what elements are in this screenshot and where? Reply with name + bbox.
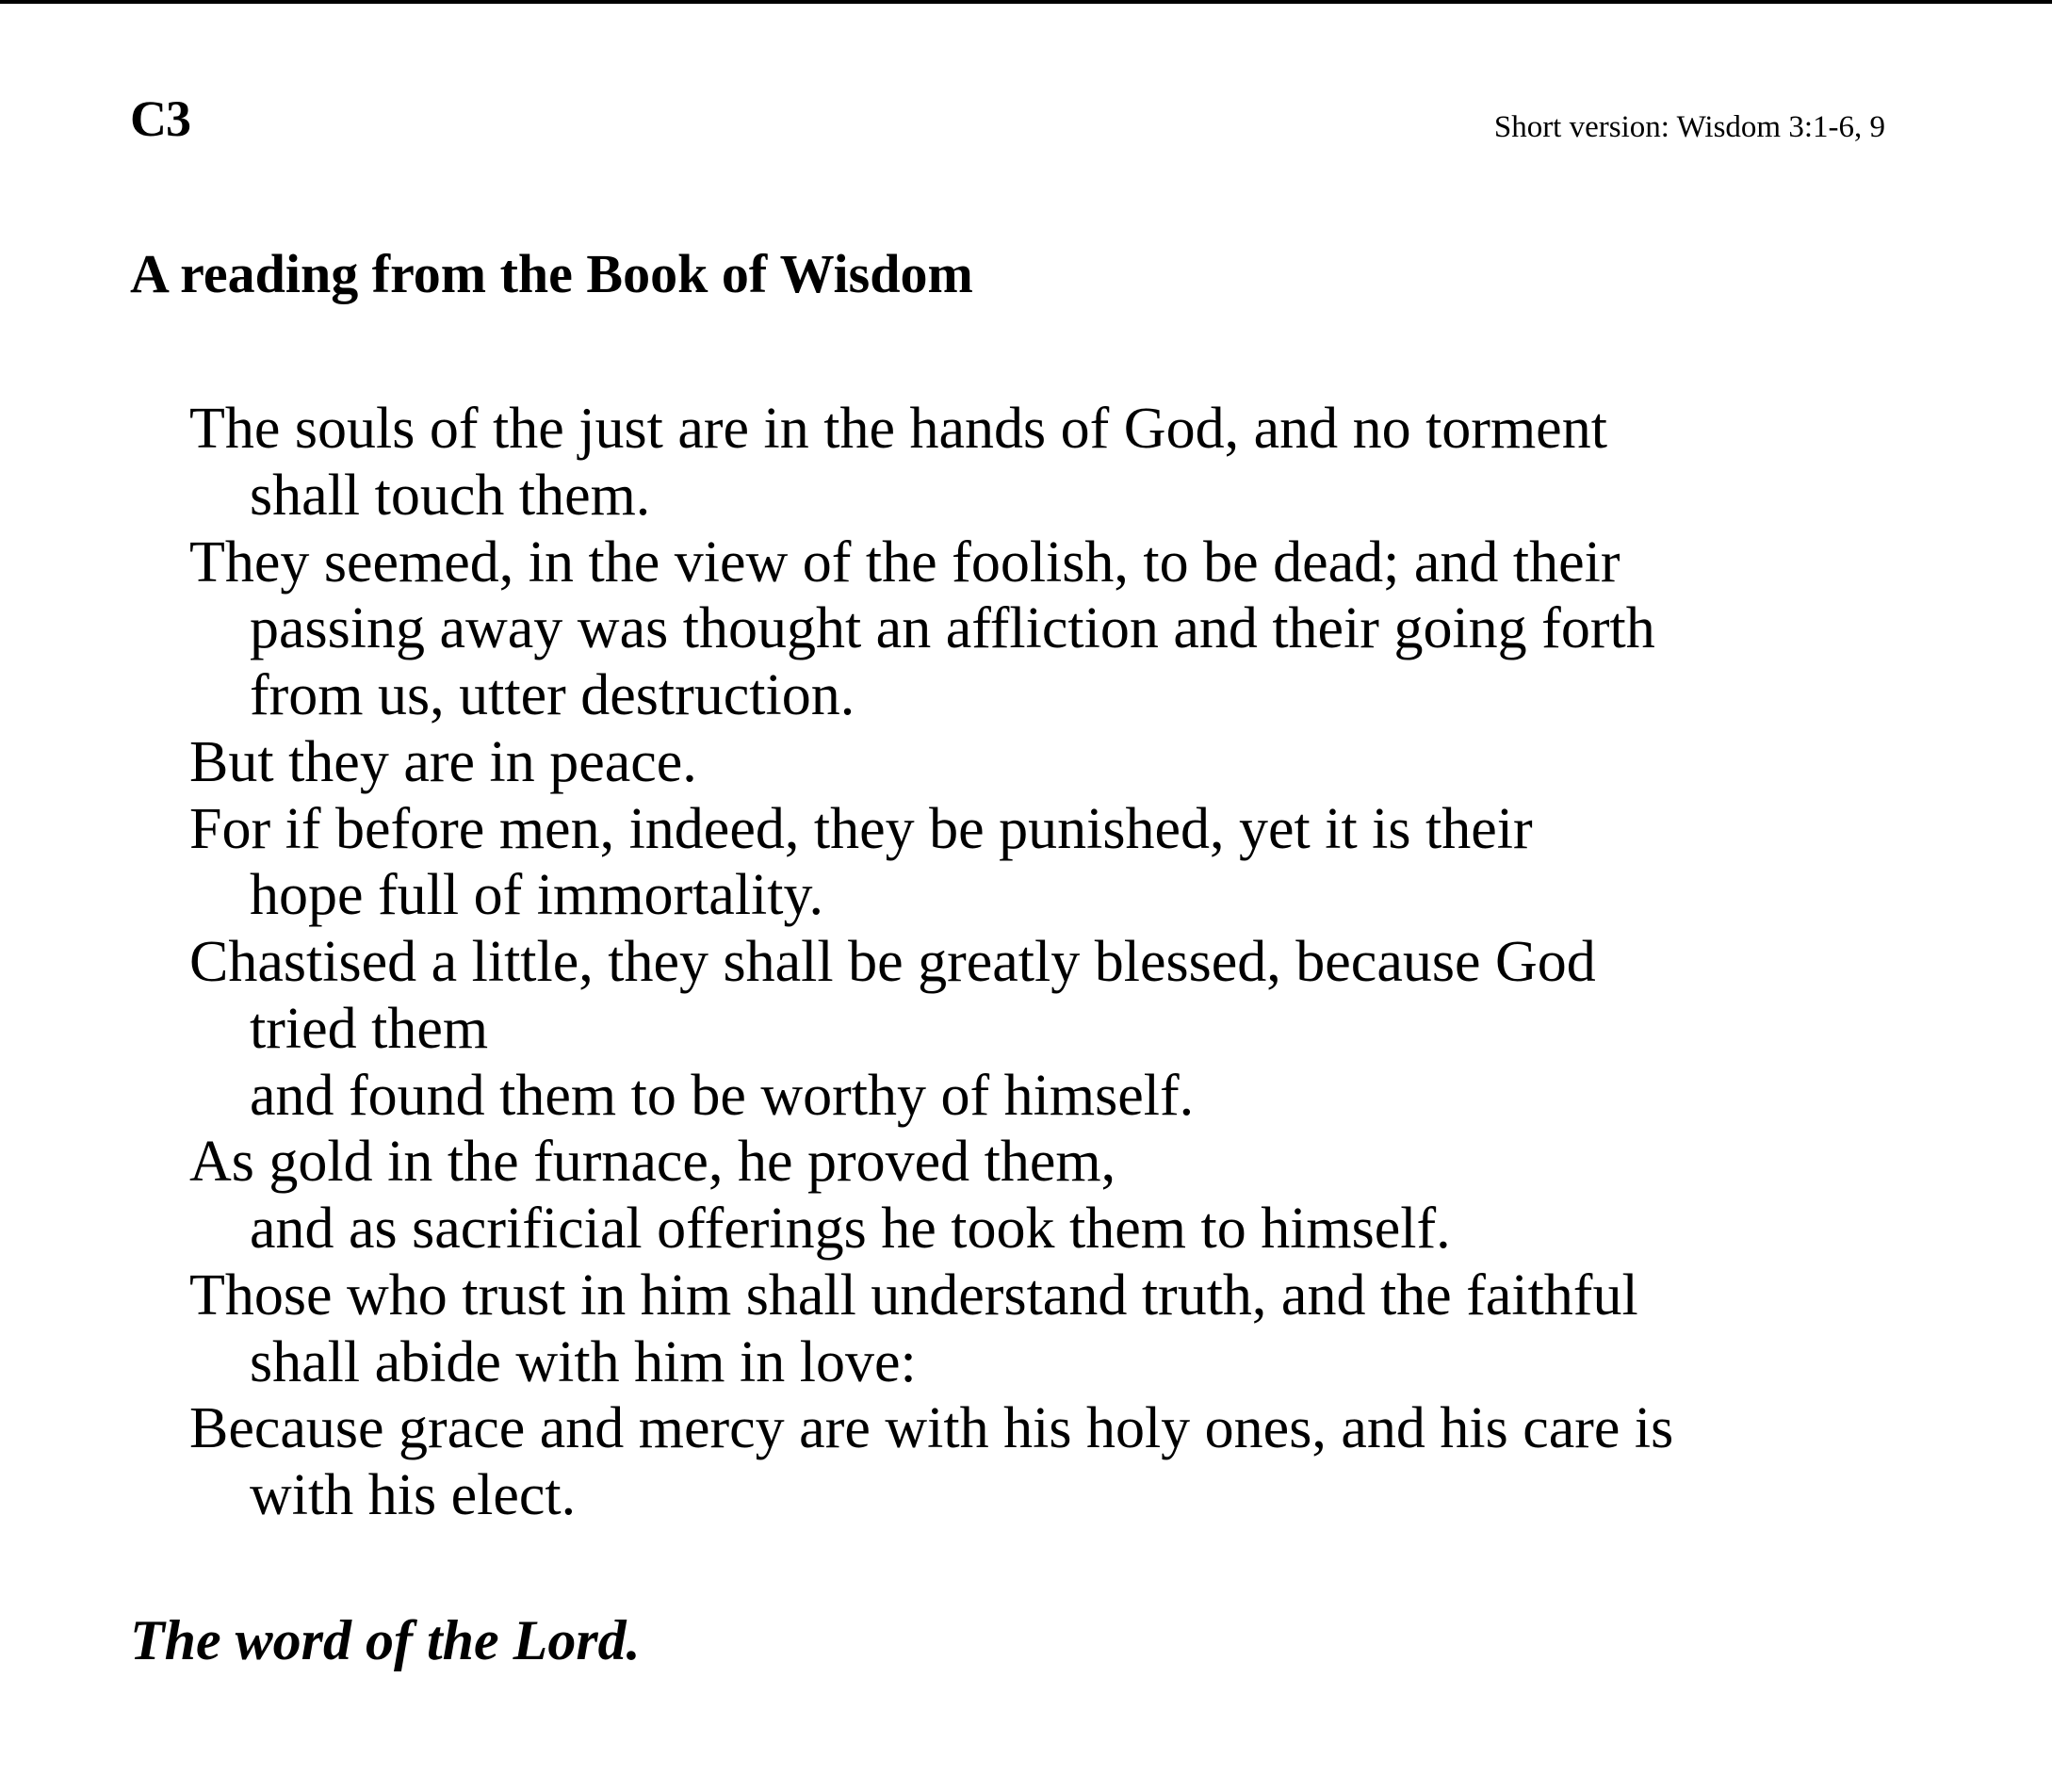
reading-line: But they are in peace. (189, 729, 697, 794)
reading-text (189, 396, 1791, 1529)
reading-line-continuation: and as sacrificial offerings he took them to himself. (250, 1197, 1451, 1261)
reading-line-continuation: with his elect. (250, 1463, 577, 1527)
reading-line: The souls of the just are in the hands of God, and no torment (189, 397, 1607, 461)
reading-line: Those who trust in him shall understand truth, and the faithful (189, 1263, 1638, 1328)
reading-line-continuation: hope full of immortality. (250, 863, 823, 928)
reading-line-continuation: and found them to be worthy of himself. (250, 1063, 1195, 1128)
reading-code: C3 (130, 90, 190, 147)
reading-line: They seemed, in the view of the foolish, to be dead; and their (189, 529, 1620, 595)
short-version-reference: Short version: Wisdom 3:1-6, 9 (1493, 110, 1885, 144)
reading-line: Because grace and mercy are with his holy ones, and his care is (189, 1396, 1674, 1461)
reading-line-continuation: shall touch them. (250, 463, 651, 528)
closing-acclamation: The word of the Lord. (130, 1609, 641, 1671)
reading-line-continuation: passing away was thought an affliction and their going forth (250, 596, 1655, 661)
reading-line-continuation: tried them (250, 996, 489, 1061)
reading-heading: A reading from the Book of Wisdom (130, 243, 973, 304)
reading-line: Chastised a little, they shall be greatly blessed, because God (189, 930, 1596, 994)
reading-line-continuation: from us, utter destruction. (250, 663, 855, 727)
top-border-rule (0, 0, 2052, 4)
reading-line-continuation: shall abide with him in love: (250, 1329, 917, 1394)
reading-line: As gold in the furnace, he proved them, (189, 1130, 1116, 1195)
reading-line: For if before men, indeed, they be punished, yet it is their (189, 796, 1533, 861)
